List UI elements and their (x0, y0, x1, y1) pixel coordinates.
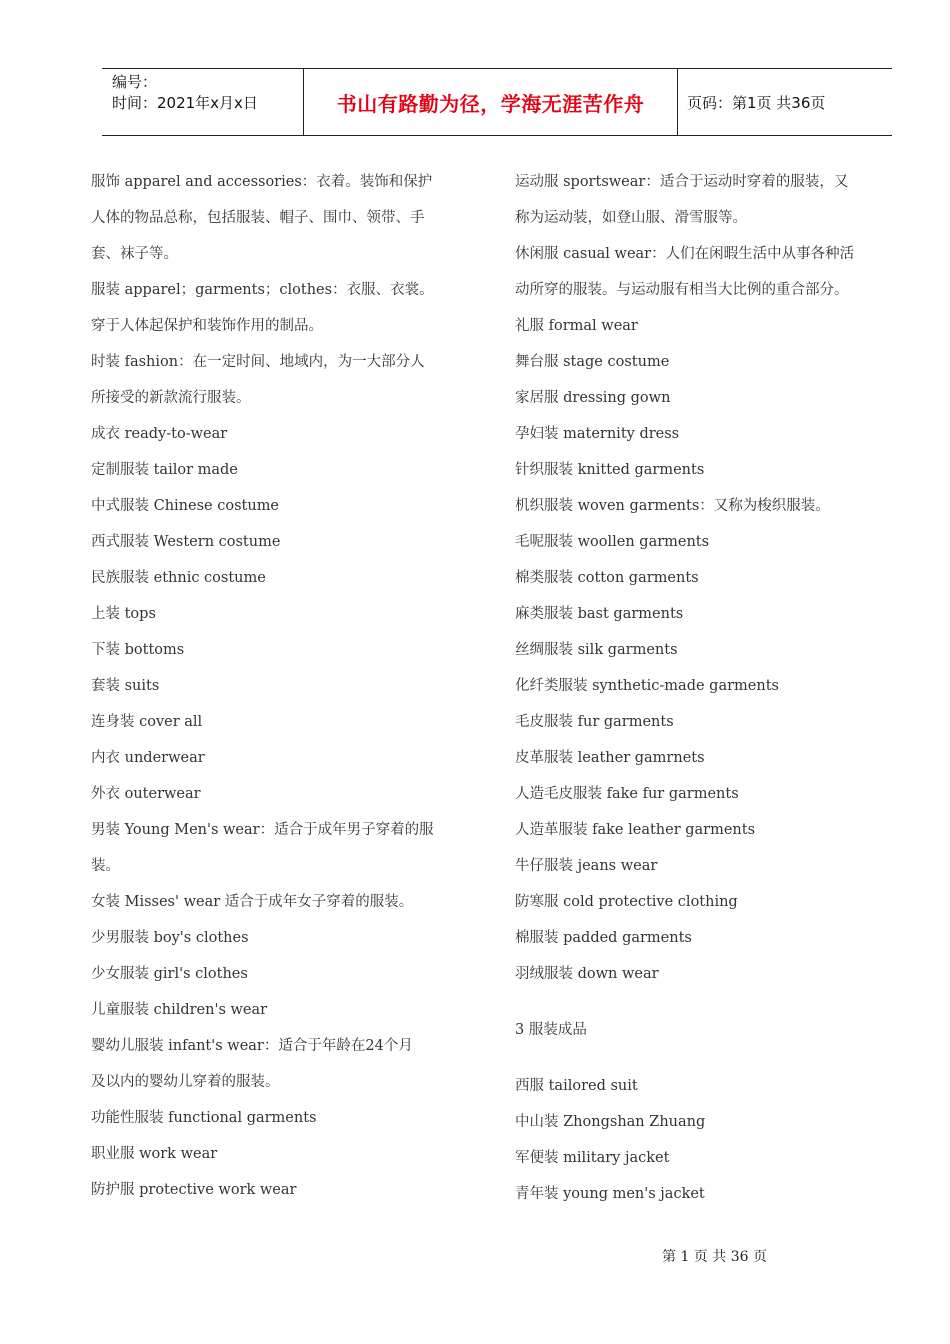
glossary-entry: 内衣 underwear (91, 750, 205, 766)
header-motto: 书山有路勤为径，学海无涯苦作舟 (336, 91, 645, 116)
glossary-entry: 中山装 Zhongshan Zhuang (515, 1114, 706, 1130)
section-gap (515, 1048, 915, 1068)
glossary-entry: 孕妇装 maternity dress (515, 426, 680, 442)
page-header (102, 68, 892, 136)
glossary-entry: 西服 tailored suit (515, 1078, 638, 1094)
glossary-entry: 牛仔服装 jeans wear (515, 858, 658, 874)
glossary-entry: 人造革服装 fake leather garments (515, 822, 756, 838)
glossary-entry: 男装 Young Men's wear：适合于成年男子穿着的服 (91, 822, 434, 838)
glossary-entry: 舞台服 stage costume (515, 354, 670, 370)
left-column (91, 164, 491, 1208)
glossary-entry: 家居服 dressing gown (515, 390, 671, 406)
document-number-label: 编号： (112, 73, 158, 91)
right-column (515, 164, 915, 1212)
glossary-entry: 运动服 sportswear：适合于运动时穿着的服装，又 (515, 174, 849, 190)
glossary-entry: 所接受的新款流行服装。 (91, 390, 251, 406)
glossary-entry: 西式服装 Western costume (91, 534, 281, 550)
glossary-entry: 外衣 outerwear (91, 786, 201, 802)
section-heading: 3 服装成品 (515, 1022, 587, 1038)
glossary-entry: 少女服装 girl's clothes (91, 966, 248, 982)
glossary-entry: 服装 apparel；garments；clothes：衣服、衣裳。 (91, 282, 434, 298)
glossary-entry: 女装 Misses' wear 适合于成年女子穿着的服装。 (91, 894, 414, 910)
glossary-entry: 机织服装 woven garments：又称为梭织服装。 (515, 498, 830, 514)
glossary-entry: 服饰 apparel and accessories：衣着。装饰和保护 (91, 174, 433, 190)
document-time-label: 时间：2021年x月x日 (112, 94, 258, 112)
glossary-entry: 中式服装 Chinese costume (91, 498, 280, 514)
glossary-entry: 毛皮服装 fur garments (515, 714, 674, 730)
glossary-entry: 动所穿的服装。与运动服有相当大比例的重合部分。 (515, 282, 849, 298)
glossary-entry: 麻类服装 bast garments (515, 606, 684, 622)
glossary-entry: 军便装 military jacket (515, 1150, 670, 1166)
glossary-entry: 时装 fashion：在一定时间、地域内，为一大部分人 (91, 354, 425, 370)
header-motto-cell (304, 69, 678, 135)
glossary-entry: 少男服装 boy's clothes (91, 930, 249, 946)
page-footer: 第 1 页 共 36 页 (662, 1249, 767, 1265)
glossary-entry: 丝绸服装 silk garments (515, 642, 678, 658)
glossary-entry: 婴幼儿服装 infant's wear：适合于年龄在24个月 (91, 1038, 413, 1054)
glossary-entry: 羽绒服装 down wear (515, 966, 659, 982)
glossary-entry: 连身装 cover all (91, 714, 203, 730)
right-entry-group-b (515, 1068, 915, 1212)
glossary-entry: 毛呢服装 woollen garments (515, 534, 710, 550)
glossary-entry: 套装 suits (91, 678, 160, 694)
glossary-entry: 定制服装 tailor made (91, 462, 238, 478)
glossary-entry: 针织服装 knitted garments (515, 462, 705, 478)
glossary-entry: 称为运动装，如登山服、滑雪服等。 (515, 210, 747, 226)
glossary-entry: 化纤类服装 synthetic-made garments (515, 678, 779, 694)
glossary-entry: 人体的物品总称，包括服装、帽子、围巾、领带、手 (91, 210, 425, 226)
header-page-info: 页码：第1页 共36页 (687, 93, 826, 112)
glossary-entry: 棉服装 padded garments (515, 930, 692, 946)
glossary-entry: 上装 tops (91, 606, 156, 622)
glossary-entry: 人造毛皮服装 fake fur garments (515, 786, 739, 802)
glossary-entry: 防护服 protective work wear (91, 1182, 297, 1198)
glossary-entry: 皮革服装 leather gamrnets (515, 750, 705, 766)
section-gap (515, 992, 915, 1012)
glossary-entry: 下装 bottoms (91, 642, 185, 658)
glossary-entry: 礼服 formal wear (515, 318, 638, 334)
glossary-entry: 民族服装 ethnic costume (91, 570, 266, 586)
glossary-entry: 及以内的婴幼儿穿着的服装。 (91, 1074, 280, 1090)
glossary-entry: 装。 (91, 858, 120, 874)
glossary-entry: 休闲服 casual wear：人们在闲暇生活中从事各种活 (515, 246, 855, 262)
glossary-entry: 套、袜子等。 (91, 246, 178, 262)
glossary-entry: 职业服 work wear (91, 1146, 218, 1162)
glossary-entry: 成衣 ready-to-wear (91, 426, 228, 442)
glossary-entry: 穿于人体起保护和装饰作用的制品。 (91, 318, 323, 334)
header-page-cell (678, 69, 892, 135)
header-meta-cell (102, 69, 304, 135)
glossary-entry: 青年装 young men's jacket (515, 1186, 705, 1202)
glossary-entry: 防寒服 cold protective clothing (515, 894, 738, 910)
glossary-entry: 儿童服装 children's wear (91, 1002, 268, 1018)
glossary-entry: 棉类服装 cotton garments (515, 570, 699, 586)
glossary-entry: 功能性服装 functional garments (91, 1110, 317, 1126)
right-entry-group-a (515, 164, 915, 992)
